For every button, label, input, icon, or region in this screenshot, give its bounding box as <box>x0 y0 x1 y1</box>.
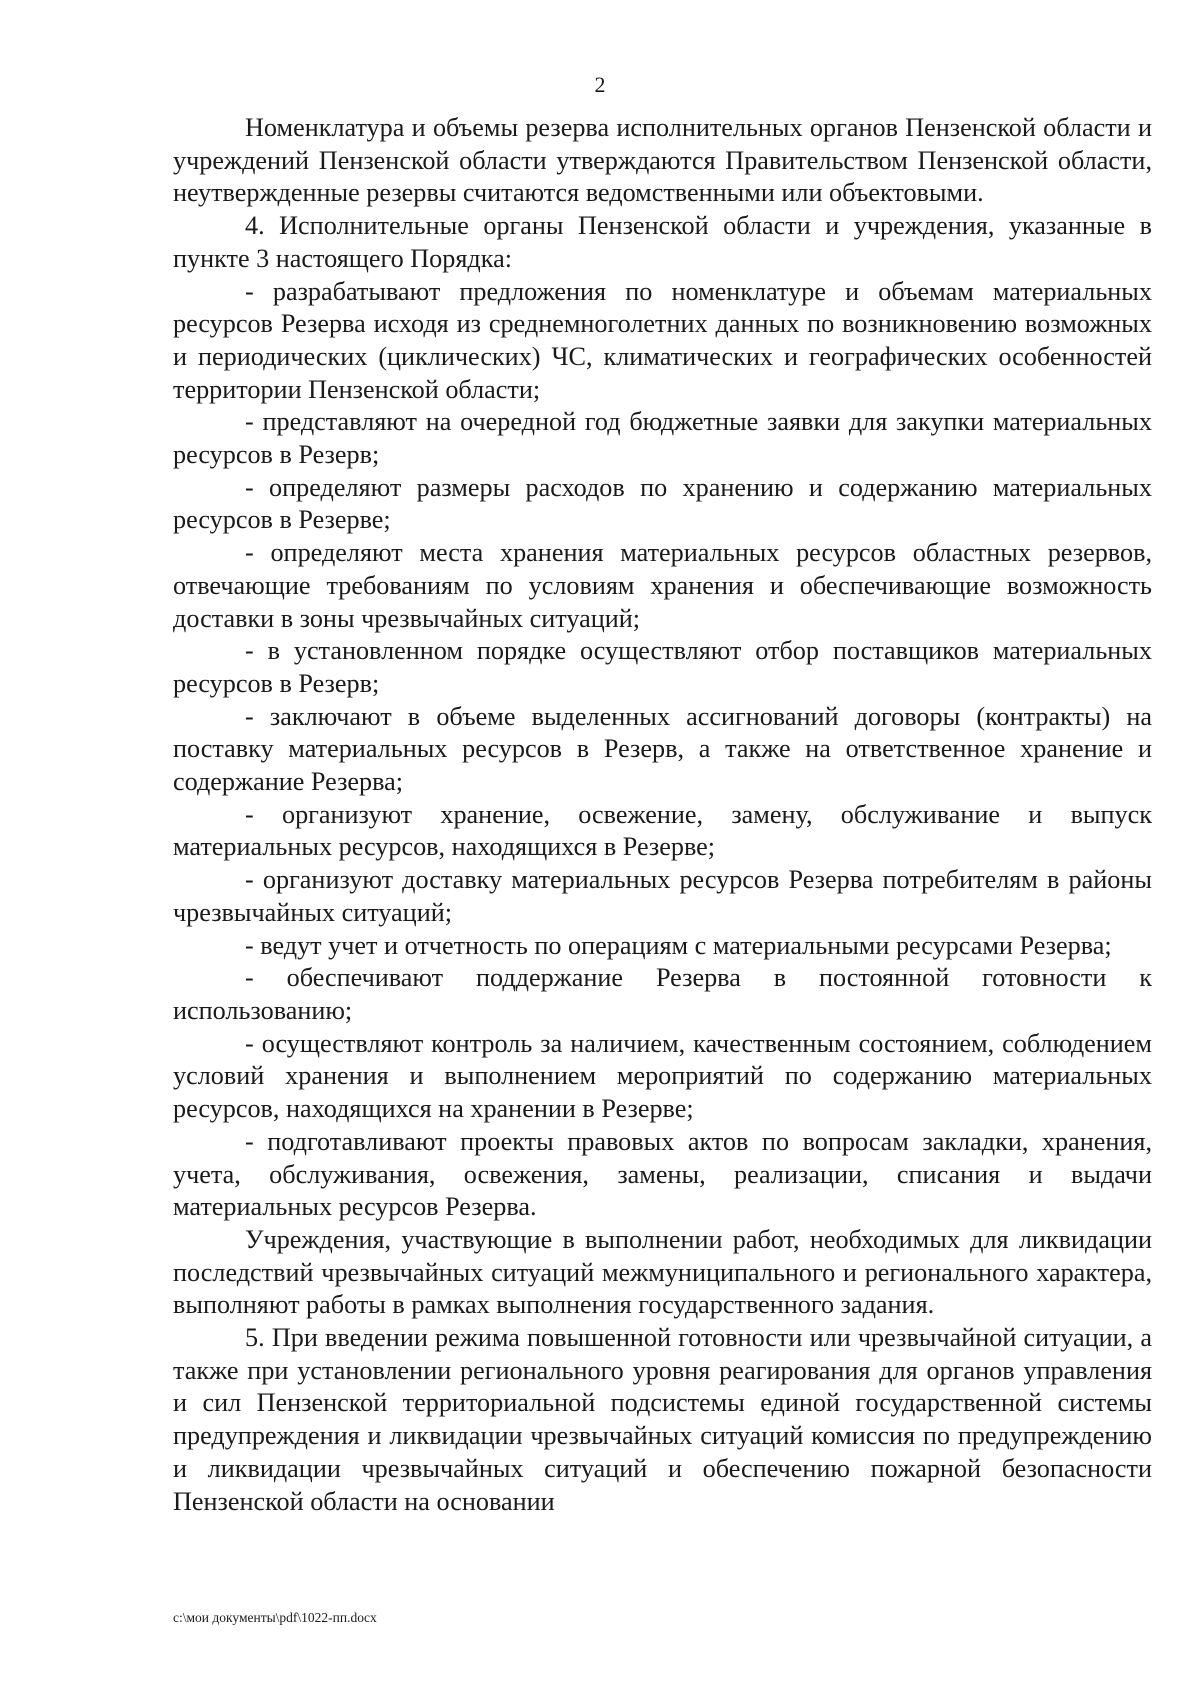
list-item-storage-places: - определяют места хранения материальных ресурсов областных резервов, отвечающие требованиям по условиям хранения и обеспечивающие возможность доставки в зоны чрезвычайных ситуаций; <box>173 538 1152 633</box>
paragraph-item-5: 5. При введении режима повышенной готовности или чрезвычайной ситуации, а также при установлении регионального уровня реагирования для органов управления и сил Пензенской территориальной подсистемы единой государственной системы предупреждения и ликвидации чрезвычайных ситуаций комиссия по предупреждению и ликвидации чрезвычайных ситуаций и обеспечению пожарной безопасности Пензенской области на основании <box>173 1323 1152 1516</box>
page-number: 2 <box>594 72 606 97</box>
document-body <box>173 112 1152 1518</box>
footer-file-path: c:\мои документы\pdf\1022-пп.docx <box>173 1610 377 1625</box>
list-item-readiness: - обеспечивают поддержание Резерва в постоянной готовности к использованию; <box>173 963 1152 1025</box>
list-item-contracts: - заключают в объеме выделенных ассигнований договоры (контракты) на поставку материальных ресурсов в Резерв, а также на ответственное хранение и содержание Резерва; <box>173 701 1152 797</box>
list-item-storage-costs: - определяют размеры расходов по хранению и содержанию материальных ресурсов в Резерве; <box>173 472 1152 535</box>
paragraph-nomenclature: Номенклатура и объемы резерва исполнительных органов Пензенской области и учреждений Пензенской области утверждаются Правительством Пензенской области, неутвержденные резервы считаются ведомственными или объектовыми. <box>173 113 1152 208</box>
list-item-legal-acts: - подготавливают проекты правовых актов по вопросам закладки, хранения, учета, обслуживания, освежения, замены, реализации, списания и выдачи материальных ресурсов Резерва. <box>173 1126 1152 1222</box>
list-item-control: - осуществляют контроль за наличием, качественным состоянием, соблюдением условий хранения и выполнением мероприятий по содержанию материальных ресурсов, находящихся на хранении в Резерве; <box>173 1028 1152 1124</box>
list-item-delivery: - организуют доставку материальных ресурсов Резерва потребителям в районы чрезвычайных ситуаций; <box>173 865 1152 927</box>
list-item-accounting: - ведут учет и отчетность по операциям с материальными ресурсами Резерва; <box>245 930 1112 960</box>
paragraph-institutions: Учреждения, участвующие в выполнении работ, необходимых для ликвидации последствий чрезвычайных ситуаций межмуниципального и регионального характера, выполняют работы в рамках выполнения государственного задания. <box>173 1224 1152 1320</box>
list-item-supplier-selection: - в установленном порядке осуществляют отбор поставщиков материальных ресурсов в Резерв; <box>173 636 1152 698</box>
list-item-budget-requests: - представляют на очередной год бюджетные заявки для закупки материальных ресурсов в Резерв; <box>173 407 1152 470</box>
paragraph-item-4: 4. Исполнительные органы Пензенской области и учреждения, указанные в пункте 3 настоящего Порядка: <box>173 211 1152 273</box>
list-item-proposals: - разрабатывают предложения по номенклатуре и объемам материальных ресурсов Резерва исходя из среднемноголетних данных по возникновению возможных и периодических (циклических) ЧС, климатических и географических особенностей территории Пензенской области; <box>173 276 1152 404</box>
list-item-storage-organization: - организуют хранение, освежение, замену, обслуживание и выпуск материальных ресурсов, находящихся в Резерве; <box>173 799 1152 862</box>
